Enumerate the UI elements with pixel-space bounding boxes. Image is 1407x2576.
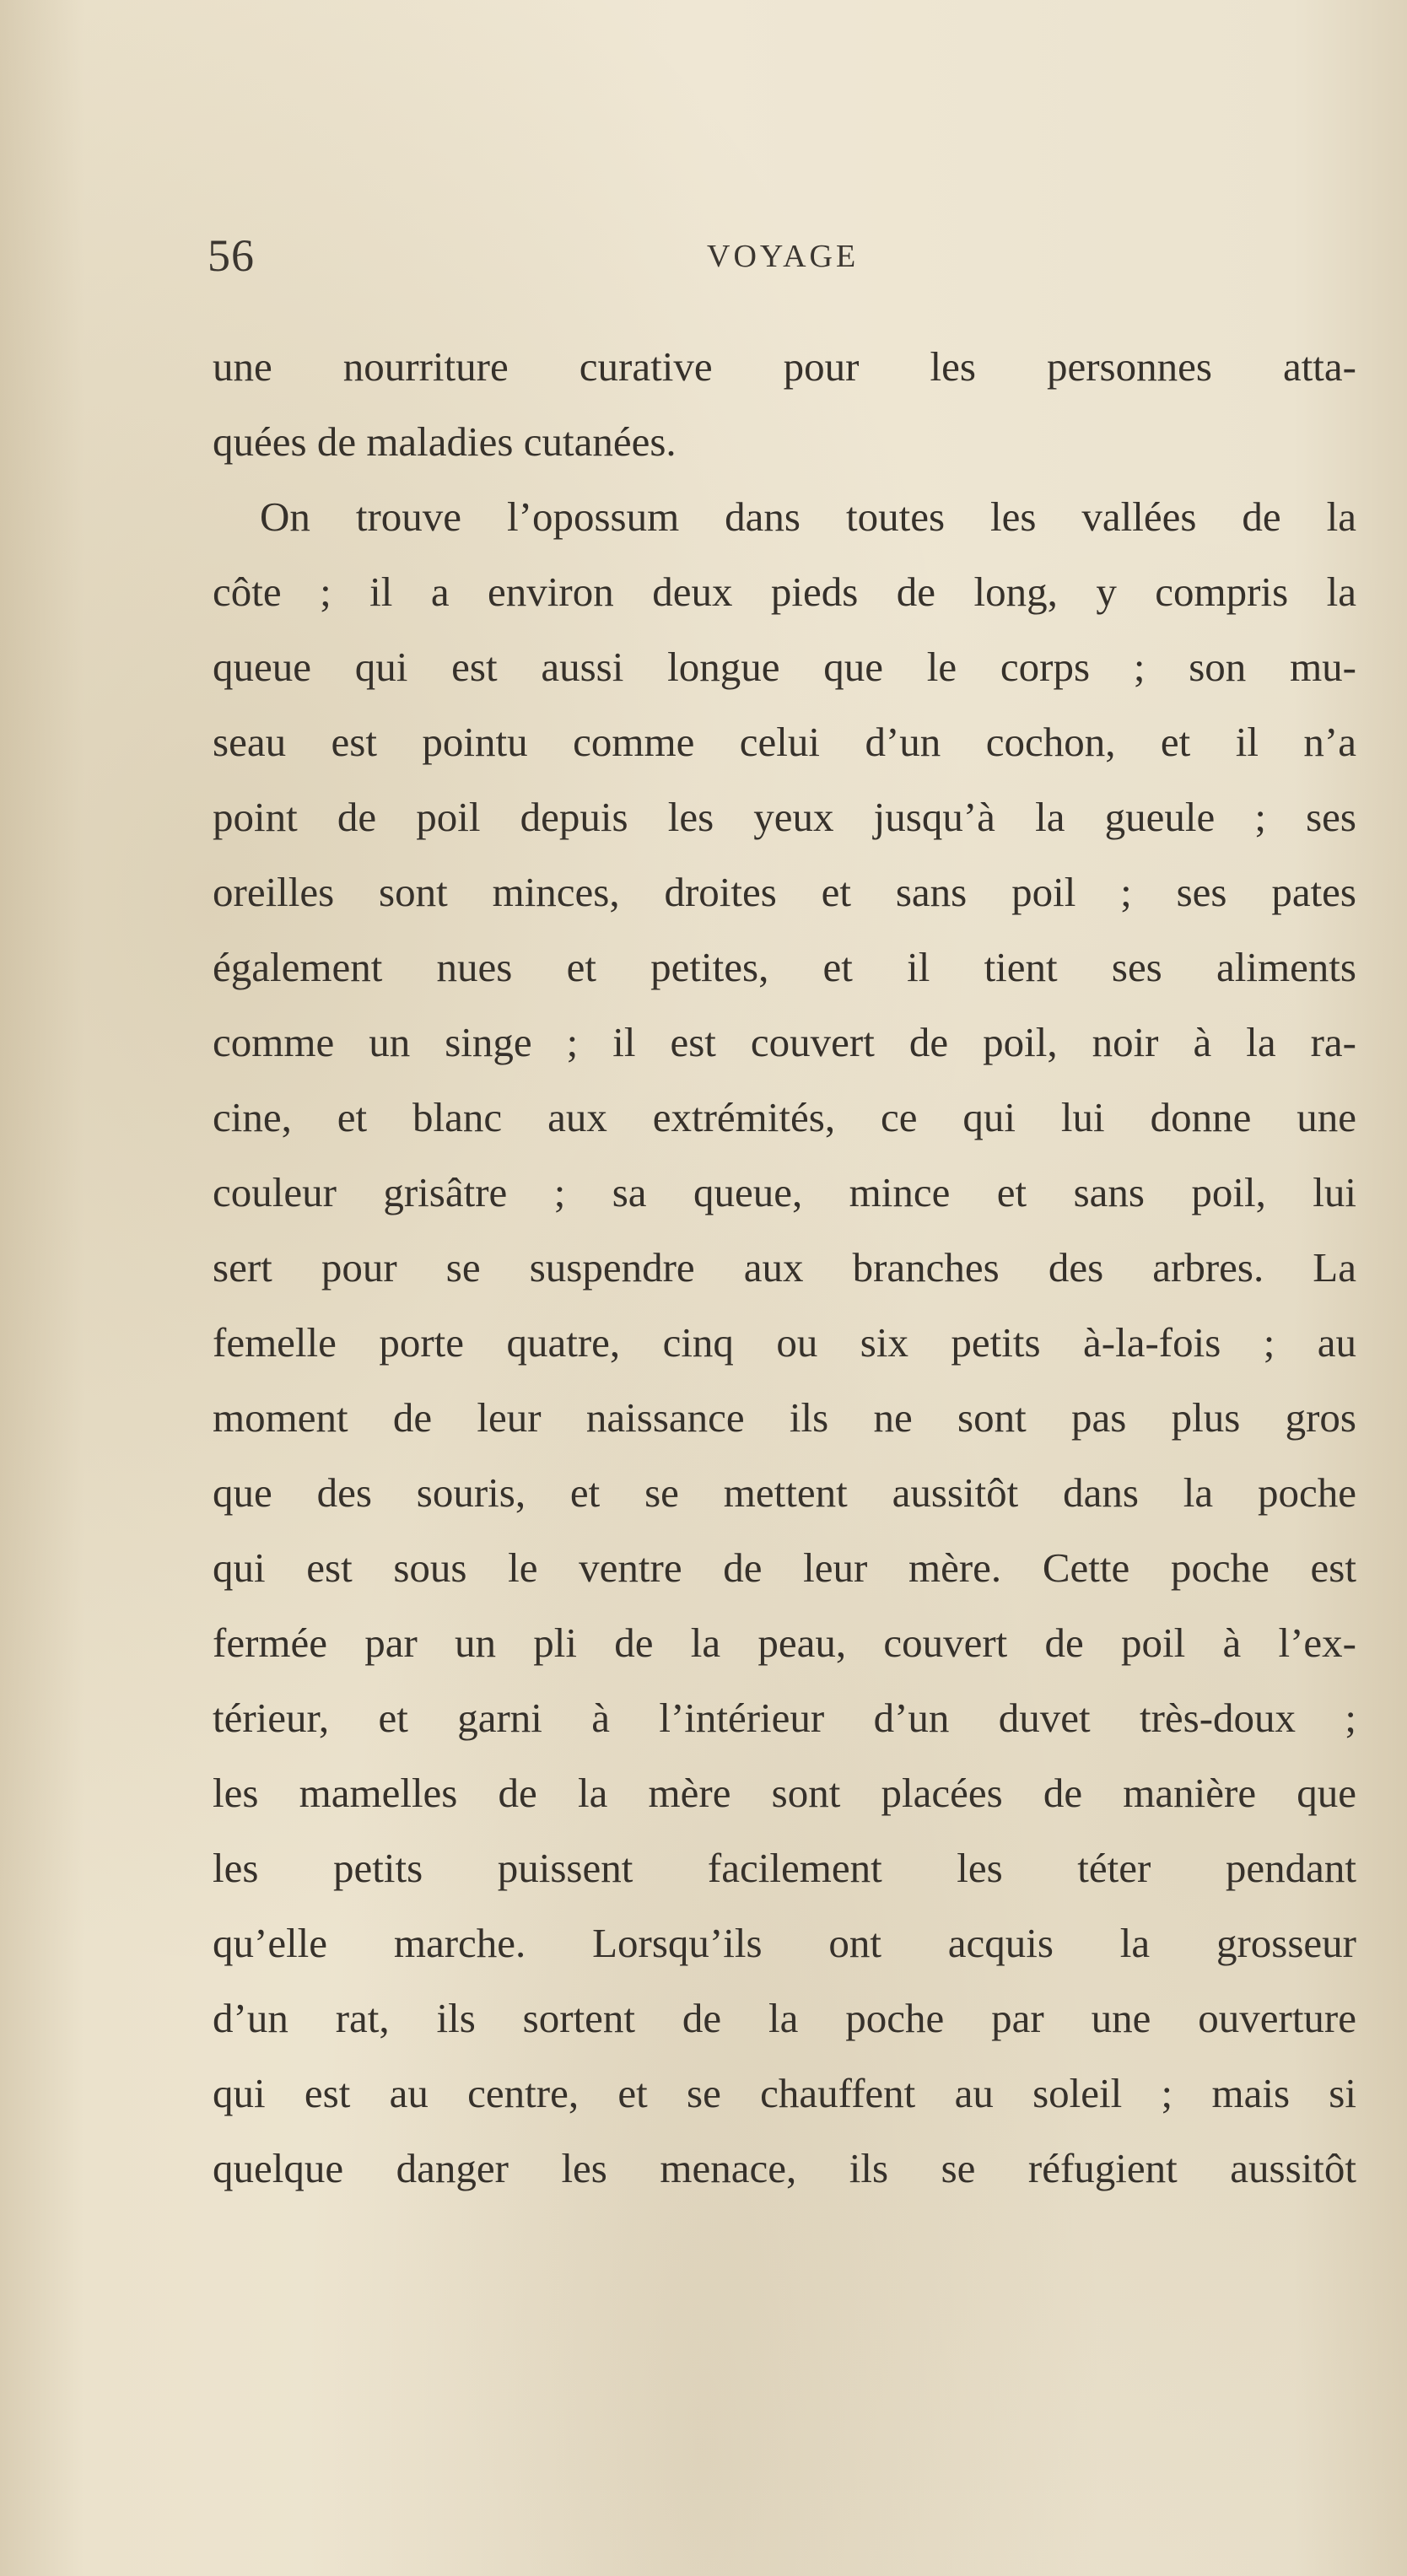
running-title: VOYAGE bbox=[707, 239, 860, 274]
text-line: qui est sous le ventre de leur mère. Cette poche est bbox=[213, 1544, 1356, 1591]
text-line: térieur, et garni à l’intérieur d’un duvet très-doux ; bbox=[213, 1695, 1356, 1741]
text-line: que des souris, et se mettent aussitôt dans la poche bbox=[213, 1469, 1356, 1516]
text-line: fermée par un pli de la peau, couvert de poil à l’ex- bbox=[213, 1619, 1356, 1666]
text-line: oreilles sont minces, droites et sans poil ; ses pates bbox=[213, 869, 1356, 915]
page-number: 56 bbox=[208, 230, 255, 281]
text-line: point de poil depuis les yeux jusqu’à la gueule ; ses bbox=[213, 794, 1356, 840]
text-line: également nues et petites, et il tient ses aliments bbox=[213, 944, 1356, 990]
text-line: femelle porte quatre, cinq ou six petits à-la-fois ; au bbox=[213, 1319, 1356, 1366]
text-line: côte ; il a environ deux pieds de long, y compris la bbox=[213, 569, 1356, 615]
text-line: sert pour se suspendre aux branches des arbres. La bbox=[213, 1244, 1356, 1291]
text-line: quelque danger les menace, ils se réfugient aussitôt bbox=[213, 2145, 1356, 2191]
text-line: les mamelles de la mère sont placées de manière que bbox=[213, 1770, 1356, 1816]
text-line: une nourriture curative pour les personnes atta- bbox=[213, 343, 1356, 390]
body-text bbox=[213, 329, 1356, 2206]
text-line: moment de leur naissance ils ne sont pas plus gros bbox=[213, 1394, 1356, 1441]
text-line: d’un rat, ils sortent de la poche par une ouverture bbox=[213, 1995, 1356, 2041]
text-line: qui est au centre, et se chauffent au soleil ; mais si bbox=[213, 2070, 1356, 2116]
text-line: quées de maladies cutanées. bbox=[213, 418, 677, 465]
running-head bbox=[0, 229, 1407, 297]
text-line: couleur grisâtre ; sa queue, mince et sans poil, lui bbox=[213, 1169, 1356, 1215]
text-line: cine, et blanc aux extrémités, ce qui lui donne une bbox=[213, 1094, 1356, 1140]
text-line: seau est pointu comme celui d’un cochon, et il n’a bbox=[213, 719, 1356, 765]
text-line: queue qui est aussi longue que le corps ; son mu- bbox=[213, 644, 1356, 690]
text-line: qu’elle marche. Lorsqu’ils ont acquis la grosseur bbox=[213, 1920, 1356, 1966]
text-line: comme un singe ; il est couvert de poil, noir à la ra- bbox=[213, 1019, 1356, 1065]
text-line: On trouve l’opossum dans toutes les vallées de la bbox=[260, 493, 1356, 540]
text-line: les petits puissent facilement les téter pendant bbox=[213, 1845, 1356, 1891]
